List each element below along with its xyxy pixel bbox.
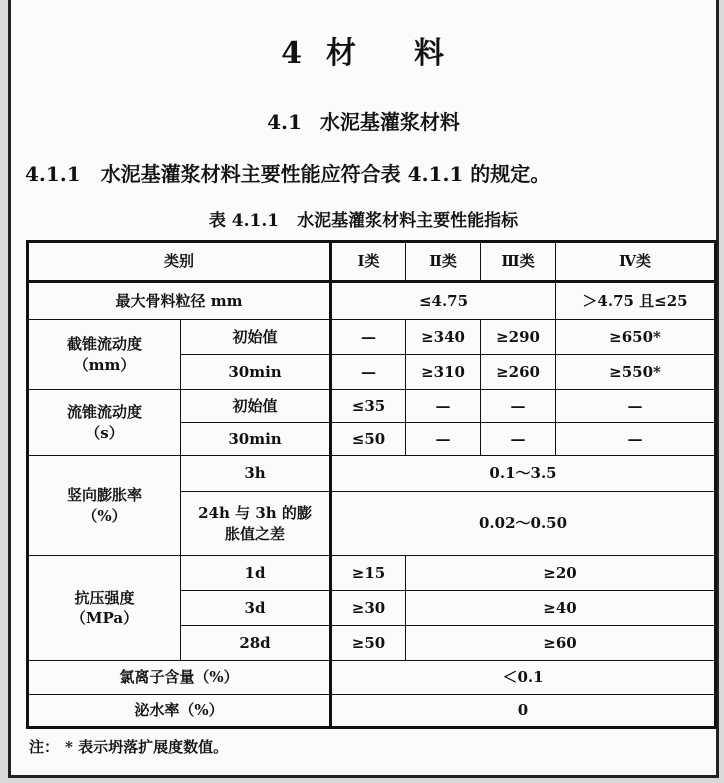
strength-1d-c1: ≥15	[331, 556, 406, 591]
cone-flow-initial-c3: ≥290	[481, 320, 556, 355]
table-row	[28, 390, 716, 423]
funnel-flow-30min-c1: ≤50	[331, 423, 406, 456]
table-header-row	[28, 242, 716, 282]
funnel-flow-30min-c3: —	[481, 423, 556, 456]
max-aggregate-class123: ≤4.75	[331, 282, 556, 320]
cone-flow-initial-c1: —	[331, 320, 406, 355]
strength-label-line2: （MPa）	[70, 609, 139, 627]
cone-flow-initial-label: 初始值	[181, 320, 331, 355]
header-class-4: Ⅳ类	[556, 242, 716, 282]
table-row	[28, 661, 716, 695]
cone-flow-label-line2: （mm）	[73, 355, 136, 374]
expansion-diff-label-line2: 胀值之差	[225, 524, 286, 543]
chapter-title-part2: 料	[413, 36, 446, 71]
strength-28d-c1: ≥50	[331, 626, 406, 661]
strength-28d-label: 28d	[181, 626, 331, 661]
funnel-flow-30min-c4: —	[556, 423, 716, 456]
cone-flow-initial-c2: ≥340	[406, 320, 481, 355]
table-caption-title: 水泥基灌浆材料主要性能指标	[297, 211, 519, 231]
max-aggregate-class4: ＞4.75 且≤25	[556, 282, 716, 320]
table-footnote	[29, 736, 228, 757]
cone-flow-label	[28, 320, 181, 390]
funnel-flow-initial-label: 初始值	[181, 390, 331, 423]
clause-paragraph	[25, 158, 550, 187]
header-category: 类别	[28, 242, 331, 282]
table-row	[28, 456, 716, 492]
expansion-diff-value: 0.02～0.50	[331, 492, 716, 556]
strength-3d-rest: ≥40	[406, 591, 716, 626]
header-class-1: Ⅰ类	[331, 242, 406, 282]
expansion-3h-label: 3h	[181, 456, 331, 492]
strength-1d-label: 1d	[181, 556, 331, 591]
strength-28d-rest: ≥60	[406, 626, 716, 661]
cone-flow-30min-label: 30min	[181, 355, 331, 390]
cone-flow-30min-c4: ≥550*	[556, 355, 716, 390]
expansion-3h-value: 0.1～3.5	[331, 456, 716, 492]
expansion-label	[28, 456, 181, 556]
strength-label-line1: 抗压强度	[74, 588, 135, 607]
chloride-value: ＜0.1	[331, 661, 716, 695]
clause-text: 水泥基灌浆材料主要性能应符合表 4.1.1 的规定。	[100, 162, 551, 186]
cone-flow-30min-c3: ≥260	[481, 355, 556, 390]
bleeding-label: 泌水率（%）	[28, 695, 331, 728]
header-class-3: Ⅲ类	[481, 242, 556, 282]
funnel-flow-30min-label: 30min	[181, 423, 331, 456]
chapter-number: 4	[281, 36, 304, 71]
funnel-flow-label-line1: 流锥流动度	[66, 403, 142, 422]
header-class-2: Ⅱ类	[406, 242, 481, 282]
chapter-title-part1: 材	[325, 36, 358, 71]
funnel-flow-label	[28, 390, 181, 456]
table-caption-number: 表 4.1.1	[208, 211, 280, 231]
funnel-flow-label-line2: （s）	[85, 423, 124, 442]
clause-number: 4.1.1	[25, 162, 81, 186]
cone-flow-label-line1: 截锥流动度	[66, 335, 142, 354]
strength-3d-label: 3d	[181, 591, 331, 626]
cone-flow-initial-c4: ≥650*	[556, 320, 716, 355]
funnel-flow-initial-c3: —	[481, 390, 556, 423]
expansion-label-line2: （%）	[82, 506, 127, 525]
bleeding-value: 0	[331, 695, 716, 728]
funnel-flow-initial-c4: —	[556, 390, 716, 423]
funnel-flow-30min-c2: —	[406, 423, 481, 456]
section-title: 水泥基灌浆材料	[319, 110, 460, 134]
footnote-text: * 表示坍落扩展度数值。	[65, 738, 229, 756]
cone-flow-30min-c2: ≥310	[406, 355, 481, 390]
performance-table	[26, 240, 717, 729]
cone-flow-30min-c1: —	[331, 355, 406, 390]
table-row	[28, 282, 716, 320]
strength-label	[28, 556, 181, 661]
table-row	[28, 556, 716, 591]
table-row	[28, 320, 716, 355]
funnel-flow-initial-c2: —	[406, 390, 481, 423]
strength-3d-c1: ≥30	[331, 591, 406, 626]
funnel-flow-initial-c1: ≤35	[331, 390, 406, 423]
section-number: 4.1	[267, 110, 302, 134]
strength-1d-rest: ≥20	[406, 556, 716, 591]
document-page	[8, 0, 719, 778]
table-row	[28, 695, 716, 728]
footnote-label: 注：	[29, 738, 60, 756]
expansion-label-line1: 竖向膨胀率	[66, 486, 142, 505]
max-aggregate-label: 最大骨料粒径 mm	[28, 282, 331, 320]
table-caption	[11, 206, 716, 231]
chapter-heading	[11, 28, 716, 72]
chloride-label: 氯离子含量（%）	[28, 661, 331, 695]
expansion-diff-label	[181, 492, 331, 556]
section-heading	[11, 106, 716, 135]
expansion-diff-label-line1: 24h 与 3h 的膨	[198, 504, 312, 523]
